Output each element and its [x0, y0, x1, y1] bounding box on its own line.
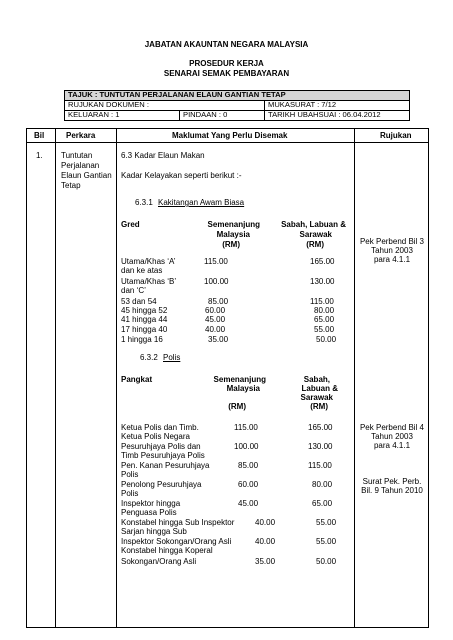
pangkat-label: Inspektor hingga	[121, 499, 181, 508]
gred-label: 1 hingga 16	[121, 335, 163, 344]
column-header-rujukan: Rujukan	[380, 131, 412, 140]
semenanjung-value: 45.00	[205, 315, 226, 324]
perkara-line: Tetap	[61, 181, 81, 190]
sabah-header: (RM)	[310, 402, 328, 411]
semenanjung-header: Malaysia	[216, 230, 250, 239]
gred-label: Utama/Khas ‘B’	[121, 277, 177, 286]
semenanjung-header: (RM)	[228, 402, 246, 411]
pangkat-label: Polis	[121, 470, 139, 479]
sabah-value: 55.00	[316, 518, 337, 527]
pangkat-label: Penguasa Polis	[121, 508, 177, 517]
rujukan-text: Tahun 2003	[371, 432, 413, 441]
subsection-number: 6.3.1	[135, 198, 153, 207]
sabah-value: 165.00	[310, 257, 335, 266]
semenanjung-value: 40.00	[255, 537, 276, 546]
col-divider	[116, 128, 117, 628]
perkara-line: Elaun Gantian	[61, 171, 112, 180]
semenanjung-header: (RM)	[222, 240, 240, 249]
gred-label: 45 hingga 52	[121, 306, 168, 315]
sabah-header: Sabah,	[303, 375, 330, 384]
pangkat-label: Timb Pesuruhjaya Polis	[121, 451, 205, 460]
subsection-number: 6.3.2	[140, 353, 158, 362]
sabah-value: 50.00	[316, 557, 337, 566]
sabah-value: 55.00	[316, 537, 337, 546]
semenanjung-value: 85.00	[238, 461, 259, 470]
semenanjung-value: 40.00	[205, 325, 226, 334]
section-heading: 6.3 Kadar Elaun Makan	[121, 151, 205, 160]
pangkat-label: Inspektor Sokongan/Orang Asli	[121, 537, 232, 546]
semenanjung-value: 35.00	[208, 335, 229, 344]
sabah-value: 115.00	[308, 461, 332, 470]
perkara-line: Perjalanan	[61, 161, 100, 170]
semenanjung-value: 35.00	[255, 557, 276, 566]
sabah-value: 55.00	[314, 325, 335, 334]
pangkat-label: Konstabel hingga Koperal	[121, 546, 213, 555]
pangkat-header: Pangkat	[121, 375, 153, 384]
sabah-value: 50.00	[316, 335, 337, 344]
sabah-header: Sarawak	[300, 393, 333, 402]
rujukan-text: Tahun 2003	[371, 246, 413, 255]
subsection-title: Kakitangan Awam Biasa	[158, 198, 245, 207]
col-divider	[55, 128, 56, 628]
pangkat-label: Konstabel hingga Sub Inspektor	[121, 518, 235, 527]
semenanjung-value: 60.00	[238, 480, 259, 489]
pangkat-label: Sokongan/Orang Asli	[121, 557, 197, 566]
sabah-header: (RM)	[306, 240, 324, 249]
semenanjung-header: Semenanjung	[213, 375, 266, 384]
col-divider	[354, 128, 355, 628]
sabah-header: Sabah, Labuan &	[281, 220, 346, 229]
row-bil: 1.	[36, 151, 43, 160]
semenanjung-header: Semenanjung	[207, 220, 260, 229]
gred-label: 53 dan 54	[121, 297, 157, 306]
pangkat-label: Penolong Pesuruhjaya	[121, 480, 202, 489]
pindaan-cell: PINDAAN : 0	[180, 111, 265, 121]
semenanjung-value: 85.00	[208, 297, 229, 306]
doc-type-heading: PROSEDUR KERJA	[189, 59, 264, 68]
agency-heading: JABATAN AKAUNTAN NEGARA MALAYSIA	[144, 40, 309, 49]
pangkat-label: Ketua Polis Negara	[121, 432, 190, 441]
pangkat-label: Pesuruhjaya Polis dan	[121, 442, 201, 451]
pangkat-label: Ketua Polis dan Timb.	[121, 423, 199, 432]
sabah-header: Sarawak	[299, 230, 332, 239]
section-intro: Kadar Kelayakan seperti berikut :-	[121, 171, 242, 180]
gred-label: dan ke atas	[121, 266, 163, 275]
rujukan-text: Pek Perbend Bil 4	[359, 423, 425, 432]
sabah-value: 65.00	[312, 499, 333, 508]
pangkat-label: Sarjan hingga Sub	[121, 527, 187, 536]
rujukan-text: Bil. 9 Tahun 2010	[361, 486, 423, 495]
semenanjung-header: Malaysia	[226, 384, 260, 393]
rujukan-text: para 4.1.1	[373, 255, 411, 264]
tarikh-cell: TARIKH UBAHSUAI : 06.04.2012	[265, 111, 410, 121]
column-header-maklumat: Maklumat Yang Perlu Disemak	[172, 131, 288, 140]
semenanjung-value: 40.00	[255, 518, 276, 527]
gred-label: dan ‘C’	[121, 286, 146, 295]
sabah-value: 80.00	[314, 306, 335, 315]
rujukan-dokumen-cell: RUJUKAN DOKUMEN :	[65, 101, 265, 111]
semenanjung-value: 60.00	[205, 306, 226, 315]
rujukan-text: Pek Perbend Bil 3	[359, 237, 425, 246]
tajuk-cell: TAJUK : TUNTUTAN PERJALANAN ELAUN GANTIAN TETAP	[65, 91, 410, 101]
rujukan-text: para 4.1.1	[373, 441, 411, 450]
gred-label: 41 hingga 44	[121, 315, 168, 324]
column-header-perkara: Perkara	[66, 131, 96, 140]
rujukan-text: Surat Pek. Perb.	[362, 477, 422, 486]
sabah-value: 65.00	[314, 315, 335, 324]
mukasurat-cell: MUKASURAT : 7/12	[265, 101, 410, 111]
document-meta-table	[64, 90, 410, 121]
gred-label: 17 hingga 40	[121, 325, 168, 334]
semenanjung-value: 100.00	[204, 277, 229, 286]
sabah-value: 130.00	[308, 442, 333, 451]
header-row-divider	[26, 142, 429, 143]
perkara-line: Tuntutan	[61, 151, 93, 160]
semenanjung-value: 115.00	[204, 257, 228, 266]
semenanjung-value: 100.00	[234, 442, 259, 451]
keluaran-cell: KELUARAN : 1	[65, 111, 180, 121]
pangkat-label: Pen. Kanan Pesuruhjaya	[121, 461, 210, 470]
subsection-title: Polis	[163, 353, 181, 362]
semenanjung-value: 45.00	[238, 499, 259, 508]
gred-label: Utama/Khas ‘A’	[121, 257, 176, 266]
sabah-value: 130.00	[310, 277, 335, 286]
sabah-header: Labuan &	[301, 384, 338, 393]
column-header-bil: Bil	[34, 131, 45, 140]
sabah-value: 115.00	[310, 297, 334, 306]
sabah-value: 165.00	[308, 423, 333, 432]
sabah-value: 80.00	[312, 480, 333, 489]
doc-title-heading: SENARAI SEMAK PEMBAYARAN	[163, 69, 290, 78]
pangkat-label: Polis	[121, 489, 139, 498]
gred-header: Gred	[121, 220, 140, 229]
semenanjung-value: 115.00	[234, 423, 258, 432]
